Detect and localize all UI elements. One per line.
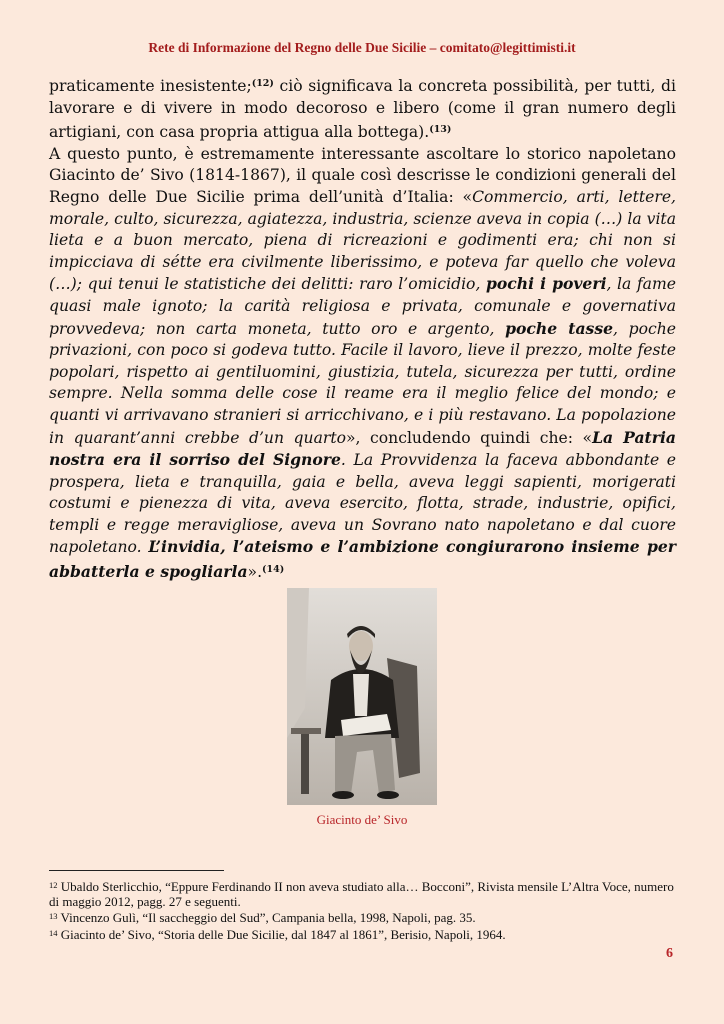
quote-run: Commercio, arti, lettere, morale, culto, sicurezza, agiatezza, industria, scienze aveva in copia (…) la vita lieta e a buon mercato, piena di ricreazioni e godimenti era; chi non si impicciava di sétte era civilmente liberissimo, e poteva far quello che voleva (…); qui tenui le statistiche dei delitti: raro l’omicidio,	[49, 187, 677, 294]
text-run: », concludendo quindi che: «	[346, 428, 593, 447]
text-run: praticamente inesistente;	[49, 77, 252, 95]
page-number: 6	[666, 946, 673, 961]
footnote-text: Vincenzo Gulì, “Il saccheggio del Sud”, Campania bella, 1998, Napoli, pag. 35.	[57, 910, 476, 926]
paragraph-1	[49, 73, 676, 144]
emphasis-pochi-poveri: pochi i poveri	[485, 274, 607, 294]
footnotes	[49, 878, 676, 942]
footnote-number: 14	[49, 927, 58, 938]
footnote-13	[49, 909, 676, 925]
emphasis-poche-tasse: poche tasse	[505, 318, 614, 338]
emphasis-patria: La Patria nostra era il sorriso del Signore	[49, 427, 677, 470]
text-run: ciò significava la concreta possibilità, per tutti, di lavorare e di vivere in modo decoroso e libero (come il gran numero degli artigiani, con casa propria attigua alla bottega).	[49, 77, 676, 142]
portrait-photo	[287, 588, 437, 805]
text-run: ».	[247, 563, 263, 582]
running-header: Rete di Informazione del Regno delle Due Sicilie – comitato@legittimisti.it	[148, 40, 576, 55]
footnote-divider	[49, 870, 224, 871]
paragraph-2	[49, 144, 676, 584]
footnote-number: 12	[49, 880, 58, 890]
portrait-illustration	[287, 588, 437, 805]
footnote-14	[49, 926, 676, 942]
quote-run: , la fame quasi male ignoto; la carità religiosa e privata, comunale e governativa provvedeva; non carta moneta, tutto oro e argento,	[49, 275, 676, 338]
figure-caption: Giacinto de’ Sivo	[316, 812, 408, 827]
footnote-ref-14: (14)	[262, 564, 285, 576]
footnote-text: Giacinto de’ Sivo, “Storia delle Due Sicilie, dal 1847 al 1861”, Berisio, Napoli, 1964.	[57, 926, 506, 942]
text-run: A questo punto, è estremamente interessante ascoltare lo storico napoletano Giacinto de’ Sivo (1814-1867), il quale così descrisse le condizioni generali del Regno delle Due Sicilie prima dell’unità d’Italia: «	[49, 144, 676, 206]
main-text	[49, 73, 676, 584]
quote-run: . La Provvidenza la faceva abbondante e prospera, lieta e tranquilla, gaia e bella, aveva leggi sapienti, morigerati costumi e pienezza di vita, aveva esercito, flotta, strade, industrie, opifici, templi e regge meravigliose, aveva un Sovrano nato napoletano e dal cuore napoletano.	[49, 451, 676, 557]
emphasis-invidia: L’invidia, l’ateismo e l’ambizione congiurarono insieme per abbatterla e spogliarla	[49, 537, 676, 582]
quote-run: , poche privazioni, con poco si godeva tutto. Facile il lavoro, lieve il prezzo, molte feste popolari, rispetto ai gentiluomini, giustizia, tutela, sicurezza per tutti, ordine sempre. Nella somma delle cose il reame era il meglio felice del mondo; e quanti vi arrivavano stranieri si arricchivano, e i più restavano. La popolazione in quarant’anni crebbe d’un quarto	[49, 319, 676, 447]
footnote-text: Ubaldo Sterlicchio, “Eppure Ferdinando II non aveva studiato alla… Bocconi”, Rivista mensile L’Altra Voce, numero di maggio 2012, pagg. 27 e seguenti.	[49, 879, 674, 910]
footnote-ref-12: (12)	[251, 78, 274, 89]
footnote-12	[49, 878, 676, 909]
footnote-ref-13: (13)	[429, 124, 452, 136]
footnote-number: 13	[49, 911, 58, 922]
